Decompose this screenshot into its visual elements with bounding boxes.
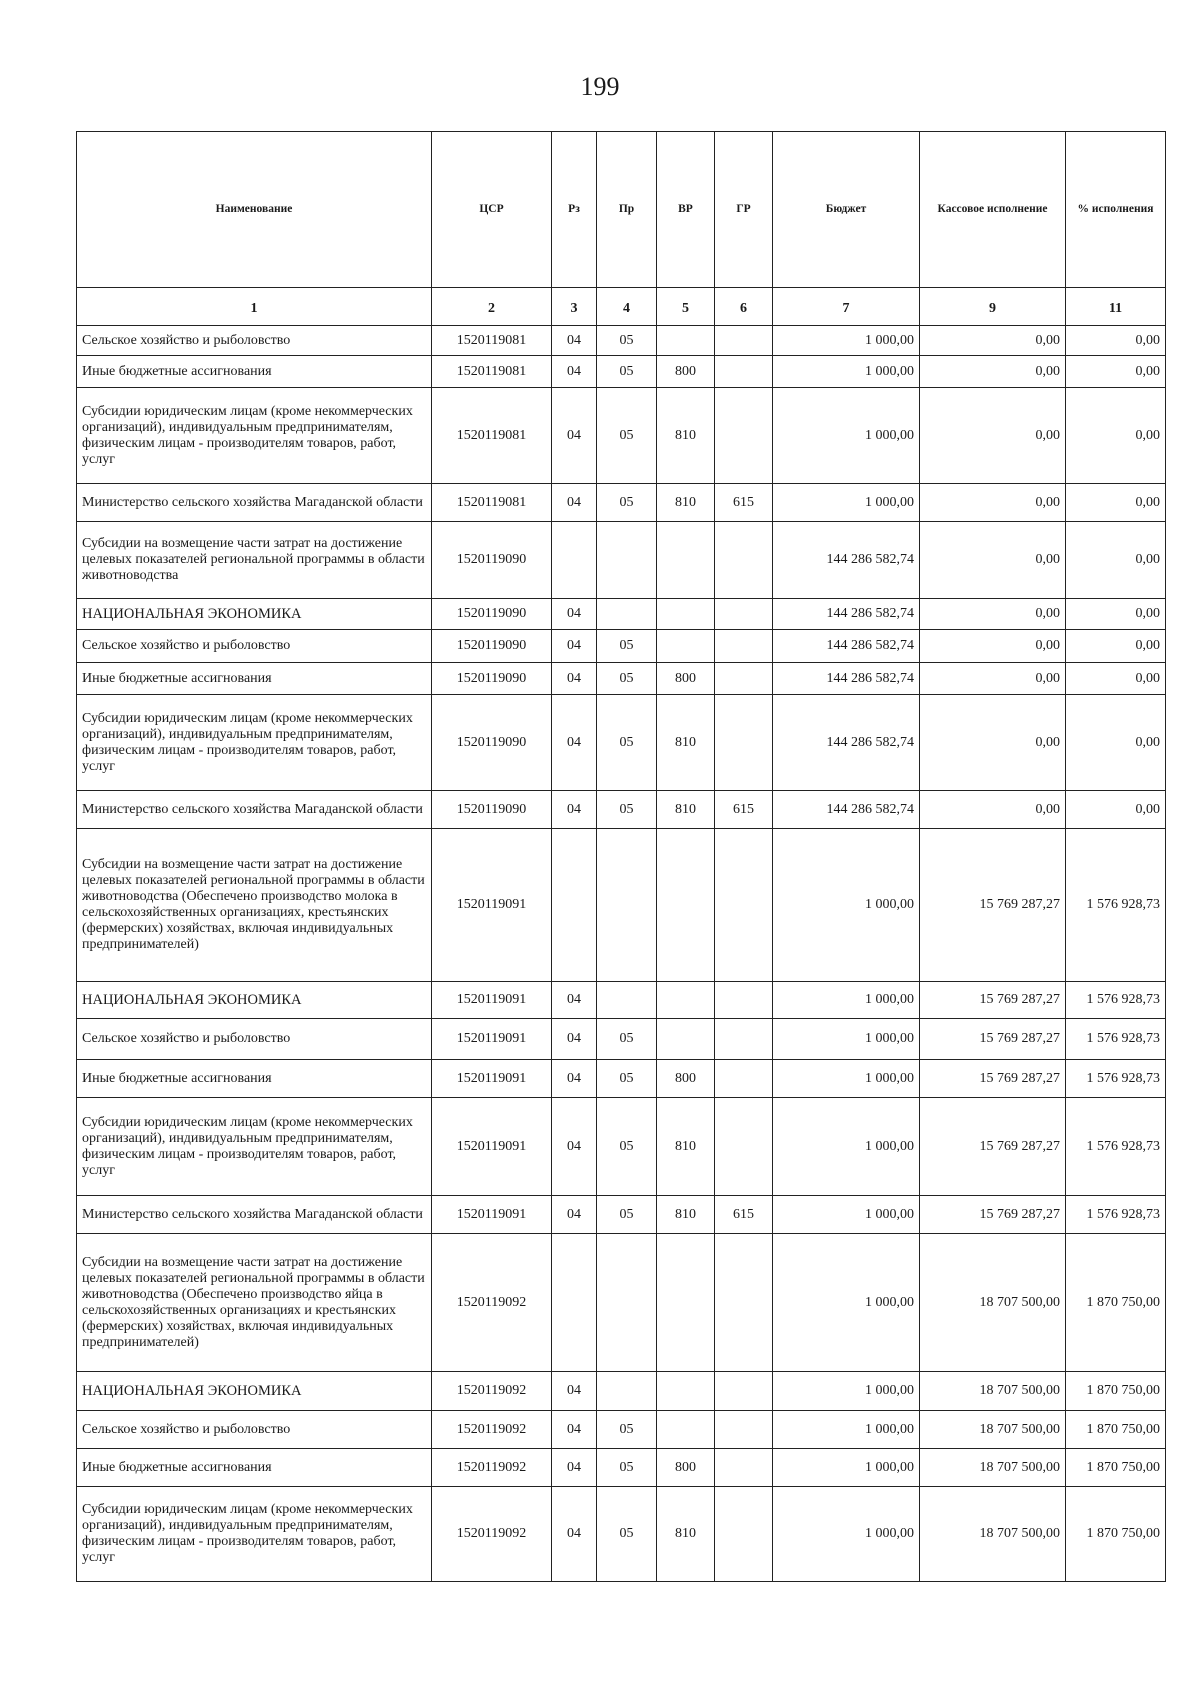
cell-name: Субсидии юридическим лицам (кроме некоммерческих организаций), индивидуальным предпринимателям, физическим лицам - производителям товаров, работ, услуг [77,1098,432,1196]
col-number: 2 [432,288,552,326]
cell-pct: 1 870 750,00 [1066,1372,1166,1411]
cell-gr [715,1019,773,1060]
cell-budget: 144 286 582,74 [773,695,920,791]
cell-vr: 810 [657,1196,715,1234]
cell-name: Министерство сельского хозяйства Магаданской области [77,1196,432,1234]
cell-name: Сельское хозяйство и рыболовство [77,630,432,663]
cell-csr: 1520119081 [432,484,552,522]
cell-name: Сельское хозяйство и рыболовство [77,1019,432,1060]
cell-name: НАЦИОНАЛЬНАЯ ЭКОНОМИКА [77,982,432,1019]
cell-rz: 04 [552,695,597,791]
cell-pr: 05 [597,791,657,829]
table-row [77,1487,1166,1582]
cell-gr [715,1234,773,1372]
cell-vr [657,522,715,599]
cell-rz: 04 [552,388,597,484]
cell-budget: 1 000,00 [773,1019,920,1060]
cell-name: Иные бюджетные ассигнования [77,1449,432,1487]
cell-csr: 1520119092 [432,1234,552,1372]
cell-rz: 04 [552,1411,597,1449]
cell-rz [552,1234,597,1372]
header-row [77,132,1166,288]
table-row [77,326,1166,356]
cell-budget: 1 000,00 [773,829,920,982]
table-row [77,829,1166,982]
cell-pct: 0,00 [1066,388,1166,484]
cell-cash: 0,00 [920,695,1066,791]
table-row [77,1449,1166,1487]
cell-pr: 05 [597,1196,657,1234]
cell-name: Иные бюджетные ассигнования [77,663,432,695]
cell-vr [657,829,715,982]
cell-gr: 615 [715,791,773,829]
cell-pct: 1 576 928,73 [1066,1019,1166,1060]
cell-cash: 0,00 [920,791,1066,829]
cell-rz: 04 [552,356,597,388]
cell-vr: 800 [657,663,715,695]
cell-cash: 15 769 287,27 [920,1196,1066,1234]
cell-rz: 04 [552,1196,597,1234]
cell-cash: 18 707 500,00 [920,1411,1066,1449]
cell-name: Иные бюджетные ассигнования [77,356,432,388]
col-number: 11 [1066,288,1166,326]
cell-vr: 810 [657,1098,715,1196]
table-row [77,663,1166,695]
cell-csr: 1520119092 [432,1372,552,1411]
cell-vr: 800 [657,1060,715,1098]
cell-rz: 04 [552,1060,597,1098]
cell-csr: 1520119092 [432,1449,552,1487]
cell-gr [715,1098,773,1196]
cell-rz: 04 [552,326,597,356]
table-row [77,484,1166,522]
cell-vr: 810 [657,695,715,791]
cell-vr: 810 [657,484,715,522]
cell-vr [657,1234,715,1372]
cell-pct: 1 576 928,73 [1066,1196,1166,1234]
table-row [77,1234,1166,1372]
cell-budget: 1 000,00 [773,484,920,522]
col-header-cash: Кассовое исполнение [920,132,1066,288]
cell-name: Субсидии на возмещение части затрат на достижение целевых показателей региональной программы в области животноводства (Обеспечено производство яйца в сельскохозяйственных организациях и крестьянских (фермерских) хозяйствах, включая индивидуальных предпринимателей) [77,1234,432,1372]
cell-gr [715,388,773,484]
cell-cash: 18 707 500,00 [920,1372,1066,1411]
cell-vr: 810 [657,388,715,484]
cell-budget: 1 000,00 [773,1098,920,1196]
cell-cash: 0,00 [920,663,1066,695]
table-row [77,982,1166,1019]
cell-budget: 144 286 582,74 [773,791,920,829]
cell-rz: 04 [552,791,597,829]
cell-csr: 1520119090 [432,630,552,663]
col-number: 3 [552,288,597,326]
cell-pct: 1 870 750,00 [1066,1487,1166,1582]
table-row [77,599,1166,630]
table-row [77,791,1166,829]
table-row [77,695,1166,791]
cell-budget: 1 000,00 [773,1060,920,1098]
cell-vr: 800 [657,356,715,388]
table-row [77,1411,1166,1449]
cell-csr: 1520119091 [432,1098,552,1196]
cell-rz: 04 [552,1019,597,1060]
col-header-pr: Пр [597,132,657,288]
cell-pct: 1 576 928,73 [1066,982,1166,1019]
cell-csr: 1520119091 [432,982,552,1019]
cell-pct: 1 870 750,00 [1066,1411,1166,1449]
cell-rz: 04 [552,982,597,1019]
cell-pr: 05 [597,695,657,791]
cell-csr: 1520119091 [432,829,552,982]
cell-pr: 05 [597,326,657,356]
cell-rz: 04 [552,1449,597,1487]
cell-rz: 04 [552,1372,597,1411]
cell-budget: 1 000,00 [773,1372,920,1411]
cell-csr: 1520119092 [432,1487,552,1582]
cell-gr [715,599,773,630]
cell-csr: 1520119091 [432,1060,552,1098]
cell-budget: 1 000,00 [773,1449,920,1487]
cell-gr [715,663,773,695]
cell-pct: 1 576 928,73 [1066,1060,1166,1098]
cell-pr: 05 [597,1098,657,1196]
cell-cash: 0,00 [920,522,1066,599]
cell-gr [715,695,773,791]
cell-name: Субсидии на возмещение части затрат на достижение целевых показателей региональной программы в области животноводства [77,522,432,599]
cell-csr: 1520119090 [432,522,552,599]
cell-csr: 1520119091 [432,1019,552,1060]
cell-gr: 615 [715,1196,773,1234]
cell-name: НАЦИОНАЛЬНАЯ ЭКОНОМИКА [77,1372,432,1411]
cell-csr: 1520119090 [432,695,552,791]
cell-budget: 1 000,00 [773,982,920,1019]
cell-gr [715,326,773,356]
cell-cash: 18 707 500,00 [920,1487,1066,1582]
cell-budget: 1 000,00 [773,1411,920,1449]
cell-pr: 05 [597,388,657,484]
cell-csr: 1520119090 [432,663,552,695]
cell-cash: 18 707 500,00 [920,1449,1066,1487]
cell-pr: 05 [597,663,657,695]
cell-vr [657,599,715,630]
cell-pct: 0,00 [1066,695,1166,791]
cell-vr [657,1372,715,1411]
table-row [77,1196,1166,1234]
cell-vr [657,630,715,663]
cell-vr [657,1019,715,1060]
cell-pr: 05 [597,1487,657,1582]
cell-name: Министерство сельского хозяйства Магаданской области [77,791,432,829]
cell-gr [715,1411,773,1449]
table-row [77,1060,1166,1098]
cell-cash: 0,00 [920,630,1066,663]
cell-rz [552,522,597,599]
cell-vr [657,1411,715,1449]
cell-cash: 15 769 287,27 [920,1019,1066,1060]
cell-gr [715,522,773,599]
cell-cash: 0,00 [920,484,1066,522]
cell-budget: 1 000,00 [773,356,920,388]
cell-cash: 18 707 500,00 [920,1234,1066,1372]
budget-table [76,131,1166,1582]
cell-csr: 1520119081 [432,356,552,388]
cell-cash: 15 769 287,27 [920,1060,1066,1098]
column-number-row [77,288,1166,326]
cell-csr: 1520119090 [432,791,552,829]
cell-pr [597,829,657,982]
cell-rz: 04 [552,663,597,695]
col-number: 1 [77,288,432,326]
page-number: 199 [580,72,620,101]
cell-pct: 0,00 [1066,326,1166,356]
cell-gr [715,1449,773,1487]
cell-rz: 04 [552,484,597,522]
col-header-vr: ВР [657,132,715,288]
cell-csr: 1520119091 [432,1196,552,1234]
cell-budget: 144 286 582,74 [773,522,920,599]
cell-cash: 0,00 [920,599,1066,630]
col-number: 6 [715,288,773,326]
cell-gr [715,1487,773,1582]
col-header-budget: Бюджет [773,132,920,288]
cell-name: Сельское хозяйство и рыболовство [77,326,432,356]
cell-name: Субсидии юридическим лицам (кроме некоммерческих организаций), индивидуальным предпринимателям, физическим лицам - производителям товаров, работ, услуг [77,695,432,791]
cell-gr [715,356,773,388]
table-body [77,288,1166,1582]
cell-pct: 1 576 928,73 [1066,829,1166,982]
col-number: 9 [920,288,1066,326]
cell-rz: 04 [552,599,597,630]
cell-vr: 810 [657,1487,715,1582]
cell-csr: 1520119081 [432,388,552,484]
cell-vr: 810 [657,791,715,829]
cell-cash: 0,00 [920,356,1066,388]
table-row [77,1098,1166,1196]
cell-pr: 05 [597,356,657,388]
cell-pr: 05 [597,1449,657,1487]
cell-budget: 144 286 582,74 [773,630,920,663]
cell-vr: 800 [657,1449,715,1487]
cell-budget: 144 286 582,74 [773,663,920,695]
cell-pr [597,1372,657,1411]
cell-pr: 05 [597,1019,657,1060]
cell-vr [657,982,715,1019]
cell-rz: 04 [552,630,597,663]
cell-pct: 1 576 928,73 [1066,1098,1166,1196]
table-row [77,1019,1166,1060]
table-row [77,1372,1166,1411]
cell-gr [715,1372,773,1411]
cell-gr [715,982,773,1019]
col-header-gr: ГР [715,132,773,288]
cell-cash: 15 769 287,27 [920,982,1066,1019]
cell-name: Субсидии юридическим лицам (кроме некоммерческих организаций), индивидуальным предпринимателям, физическим лицам - производителям товаров, работ, услуг [77,388,432,484]
cell-cash: 0,00 [920,388,1066,484]
cell-name: Иные бюджетные ассигнования [77,1060,432,1098]
cell-gr [715,829,773,982]
cell-vr [657,326,715,356]
cell-pct: 1 870 750,00 [1066,1449,1166,1487]
cell-pct: 0,00 [1066,522,1166,599]
col-header-csr: ЦСР [432,132,552,288]
cell-csr: 1520119090 [432,599,552,630]
cell-budget: 1 000,00 [773,1196,920,1234]
cell-pr: 05 [597,484,657,522]
cell-budget: 1 000,00 [773,326,920,356]
cell-gr [715,630,773,663]
cell-pct: 0,00 [1066,630,1166,663]
cell-budget: 1 000,00 [773,1234,920,1372]
cell-budget: 144 286 582,74 [773,599,920,630]
cell-pct: 0,00 [1066,599,1166,630]
table-row [77,356,1166,388]
cell-cash: 15 769 287,27 [920,829,1066,982]
cell-pr: 05 [597,1411,657,1449]
col-number: 7 [773,288,920,326]
cell-cash: 0,00 [920,326,1066,356]
cell-pct: 0,00 [1066,663,1166,695]
cell-pr [597,982,657,1019]
col-header-rz: Рз [552,132,597,288]
table-row [77,630,1166,663]
cell-name: НАЦИОНАЛЬНАЯ ЭКОНОМИКА [77,599,432,630]
cell-csr: 1520119081 [432,326,552,356]
col-number: 4 [597,288,657,326]
cell-pr [597,599,657,630]
cell-rz [552,829,597,982]
cell-pr: 05 [597,630,657,663]
cell-pct: 0,00 [1066,484,1166,522]
cell-pr: 05 [597,1060,657,1098]
col-number: 5 [657,288,715,326]
cell-pct: 0,00 [1066,356,1166,388]
cell-gr: 615 [715,484,773,522]
cell-budget: 1 000,00 [773,388,920,484]
cell-rz: 04 [552,1487,597,1582]
cell-rz: 04 [552,1098,597,1196]
cell-gr [715,1060,773,1098]
cell-name: Субсидии юридическим лицам (кроме некоммерческих организаций), индивидуальным предпринимателям, физическим лицам - производителям товаров, работ, услуг [77,1487,432,1582]
cell-pr [597,1234,657,1372]
table-row [77,522,1166,599]
col-header-name: Наименование [77,132,432,288]
cell-name: Сельское хозяйство и рыболовство [77,1411,432,1449]
cell-cash: 15 769 287,27 [920,1098,1066,1196]
cell-budget: 1 000,00 [773,1487,920,1582]
cell-pct: 0,00 [1066,791,1166,829]
table-row [77,388,1166,484]
cell-name: Субсидии на возмещение части затрат на достижение целевых показателей региональной программы в области животноводства (Обеспечено производство молока в сельскохозяйственных организациях, крестьянских (фермерских) хозяйствах, включая индивидуальных предпринимателей) [77,829,432,982]
cell-pr [597,522,657,599]
cell-name: Министерство сельского хозяйства Магаданской области [77,484,432,522]
cell-csr: 1520119092 [432,1411,552,1449]
col-header-pct: % исполнения [1066,132,1166,288]
cell-pct: 1 870 750,00 [1066,1234,1166,1372]
